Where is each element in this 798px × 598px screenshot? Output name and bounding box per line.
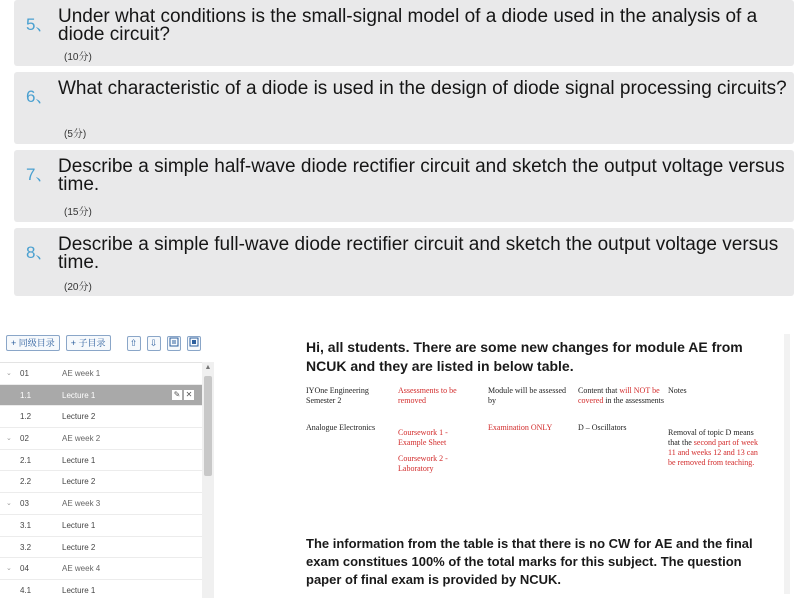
edit-icon[interactable]: ✎ — [173, 389, 181, 399]
question-item — [14, 0, 794, 66]
table-header-assessed: Module will be assessed by — [488, 386, 566, 405]
outline-tree — [0, 362, 202, 598]
row-actions — [172, 390, 194, 400]
note-outro: The information from the table is that there is no CW for AE and the final exam constitues 100% of the total marks for this subject. The question paper of final exam is provided by NCUK. — [306, 536, 753, 587]
row-index: 04 — [20, 564, 29, 574]
row-index: 1.1 — [20, 390, 32, 400]
row-index: 2.1 — [20, 455, 32, 465]
question-text: Under what conditions is the small-signal model of a diode used in the analysis of a diode circuit? — [58, 6, 758, 45]
row-index: 01 — [20, 369, 29, 378]
section-row[interactable] — [0, 580, 202, 598]
question-item — [14, 228, 794, 296]
row-index: 3.2 — [20, 542, 32, 552]
question-score: (15分) — [64, 207, 92, 218]
row-title: AE week 4 — [62, 564, 101, 574]
course-editor — [0, 324, 798, 598]
outline-panel — [0, 324, 214, 598]
row-index: 03 — [20, 499, 29, 509]
section-row[interactable] — [0, 406, 202, 428]
question-text: Describe a simple full-wave diode rectifier circuit and sketch the output voltage versus time. — [58, 234, 779, 273]
chapter-row[interactable] — [0, 493, 202, 515]
section-row[interactable] — [0, 515, 202, 537]
table-header-notes: Notes — [668, 386, 687, 395]
question-score: (20分) — [64, 282, 92, 293]
import-icon[interactable] — [167, 336, 181, 351]
table-text: in the assessments — [603, 396, 664, 405]
row-title: Lecture 1 — [62, 585, 96, 595]
table-header-content — [578, 386, 664, 406]
table-cell-removed: Coursework 2 - Laboratory — [398, 454, 448, 473]
question-text: Describe a simple half-wave diode rectifier circuit and sketch the output voltage versus time. — [58, 156, 785, 195]
question-number: 8、 — [26, 243, 53, 262]
table-text: second part of week 11 and weeks 12 and 13 can be removed from teaching. — [668, 438, 758, 467]
question-score: (5分) — [64, 129, 87, 140]
table-text: Removal of topic D means that the — [668, 428, 754, 447]
table-cell-notes — [668, 428, 760, 468]
row-title: AE week 3 — [62, 499, 101, 509]
question-list — [0, 0, 798, 298]
chevron-down-icon[interactable]: ⌄ — [6, 435, 12, 443]
table-cell-module: Analogue Electronics — [306, 423, 376, 432]
chapter-row[interactable] — [0, 428, 202, 450]
add-sibling-chapter-button[interactable]: + 同级目录 — [6, 335, 60, 351]
section-row[interactable] — [0, 450, 202, 472]
row-title: Lecture 2 — [62, 477, 96, 487]
close-icon[interactable]: ✕ — [185, 389, 193, 399]
question-score: (10分) — [64, 52, 92, 63]
question-item — [14, 150, 794, 222]
table-cell-content: D – Oscillators — [578, 423, 627, 432]
question-text: What characteristic of a diode is used in the design of diode signal processing circuits? — [58, 78, 787, 99]
table-cell-assessed: Examination ONLY — [488, 423, 553, 432]
outline-toolbar — [6, 332, 201, 354]
note-intro: Hi, all students. There are some new changes for module AE from NCUK and they are listed in below table. — [306, 339, 743, 374]
move-down-icon[interactable]: ⇩ — [147, 336, 161, 351]
content-panel — [296, 324, 798, 598]
chevron-down-icon[interactable]: ⌄ — [6, 500, 12, 508]
chevron-down-icon[interactable]: ⌄ — [6, 370, 12, 377]
table-header-module: IYOne Engineering Semester 2 — [306, 386, 369, 405]
export-icon[interactable] — [187, 336, 201, 351]
row-index: 2.2 — [20, 477, 32, 487]
chevron-up-icon[interactable]: ▲ — [204, 364, 212, 371]
row-title: Lecture 1 — [62, 390, 96, 400]
row-title: Lecture 1 — [62, 455, 96, 465]
table-text: will NOT be covered — [578, 386, 660, 405]
row-title: AE week 2 — [62, 434, 101, 444]
row-title: AE week 1 — [62, 369, 101, 378]
add-sub-chapter-button[interactable]: + 子目录 — [66, 335, 111, 351]
chevron-down-icon[interactable]: ⌄ — [6, 565, 12, 573]
row-index: 4.1 — [20, 585, 32, 595]
table-cell-removed: Coursework 1 - Example Sheet — [398, 428, 448, 447]
question-number: 7、 — [26, 165, 53, 184]
scrollbar-thumb[interactable] — [204, 376, 212, 476]
row-index: 3.1 — [20, 520, 32, 530]
row-index: 1.2 — [20, 412, 32, 422]
question-number: 5、 — [26, 15, 53, 34]
section-row[interactable] — [0, 537, 202, 559]
chapter-row[interactable] — [0, 558, 202, 580]
table-text: Content that — [578, 386, 620, 395]
row-title: Lecture 1 — [62, 520, 96, 530]
question-number: 6、 — [26, 87, 53, 106]
content-scrollbar[interactable] — [784, 334, 790, 594]
row-title: Lecture 2 — [62, 412, 96, 422]
move-up-icon[interactable]: ⇧ — [127, 336, 141, 351]
row-index: 02 — [20, 434, 29, 444]
chapter-row[interactable] — [0, 363, 202, 385]
outline-scrollbar[interactable] — [202, 362, 214, 598]
row-title: Lecture 2 — [62, 542, 96, 552]
section-row-selected[interactable] — [0, 385, 202, 407]
table-header-removed: Assessments to be removed — [398, 386, 457, 405]
section-row[interactable] — [0, 471, 202, 493]
question-item — [14, 72, 794, 144]
